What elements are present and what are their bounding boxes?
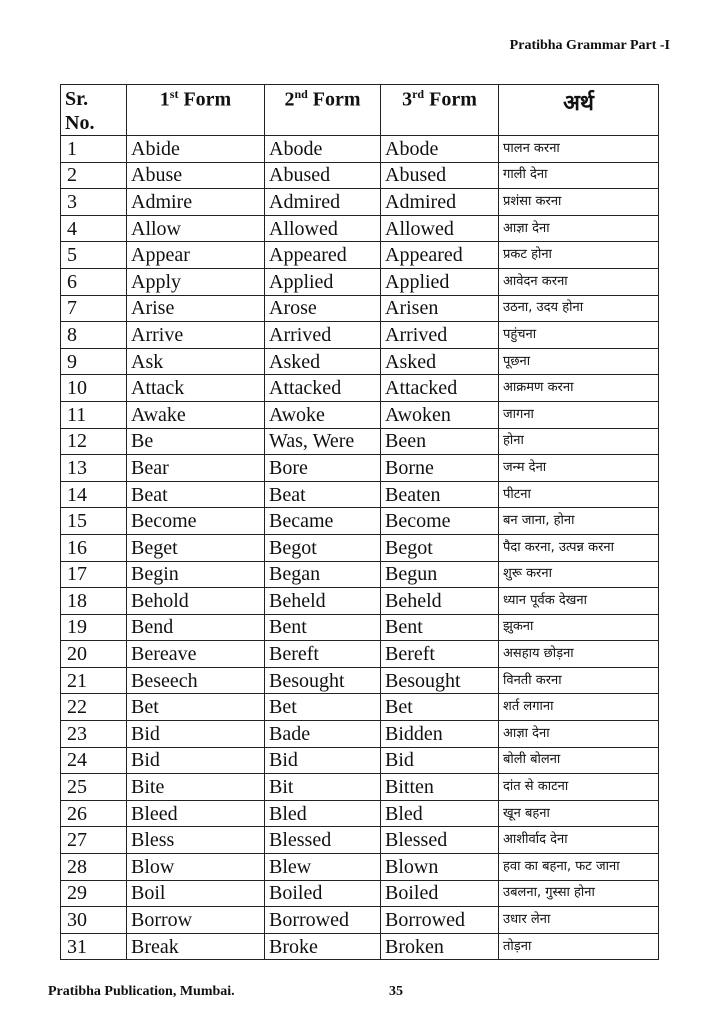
third-form-cell: Broken bbox=[381, 933, 499, 960]
table-row bbox=[61, 348, 659, 375]
table-row bbox=[61, 694, 659, 721]
meaning-cell: पीटना bbox=[499, 481, 659, 508]
meaning-cell: तोड़ना bbox=[499, 933, 659, 960]
meaning-cell: ध्यान पूर्वक देखना bbox=[499, 588, 659, 615]
sr-no-cell: 28 bbox=[61, 854, 127, 881]
third-form-cell: Begot bbox=[381, 534, 499, 561]
table-row bbox=[61, 827, 659, 854]
page-number: 35 bbox=[389, 984, 403, 999]
third-form-cell: Awoken bbox=[381, 401, 499, 428]
third-form-cell: Bidden bbox=[381, 721, 499, 748]
third-form-cell: Besought bbox=[381, 667, 499, 694]
meaning-cell: गाली देना bbox=[499, 162, 659, 189]
book-title-header: Pratibha Grammar Part -I bbox=[509, 38, 670, 53]
sr-no-cell: 30 bbox=[61, 907, 127, 934]
sr-no-cell: 14 bbox=[61, 481, 127, 508]
sr-no-cell: 11 bbox=[61, 401, 127, 428]
sr-no-cell: 6 bbox=[61, 268, 127, 295]
second-form-cell: Asked bbox=[265, 348, 381, 375]
sr-no-header bbox=[61, 85, 127, 136]
sr-no-cell: 18 bbox=[61, 588, 127, 615]
sr-no-cell: 8 bbox=[61, 322, 127, 349]
second-form-cell: Besought bbox=[265, 667, 381, 694]
table-row bbox=[61, 215, 659, 242]
second-form-cell: Broke bbox=[265, 933, 381, 960]
table-row bbox=[61, 774, 659, 801]
second-form-cell: Beat bbox=[265, 481, 381, 508]
meaning-cell: हवा का बहना, फट जाना bbox=[499, 854, 659, 881]
third-form-cell: Admired bbox=[381, 189, 499, 216]
meaning-cell: आज्ञा देना bbox=[499, 721, 659, 748]
sr-no-cell: 29 bbox=[61, 880, 127, 907]
sr-no-cell: 4 bbox=[61, 215, 127, 242]
first-form-label: Form bbox=[183, 88, 232, 111]
sr-no-cell: 27 bbox=[61, 827, 127, 854]
third-form-cell: Bet bbox=[381, 694, 499, 721]
sr-no-cell: 15 bbox=[61, 508, 127, 535]
meaning-cell: आवेदन करना bbox=[499, 268, 659, 295]
third-form-label: Form bbox=[429, 88, 477, 111]
second-form-cell: Awoke bbox=[265, 401, 381, 428]
third-form-cell: Begun bbox=[381, 561, 499, 588]
third-form-cell: Beaten bbox=[381, 481, 499, 508]
meaning-cell: आज्ञा देना bbox=[499, 215, 659, 242]
third-form-sup: rd bbox=[412, 87, 425, 101]
second-form-cell: Boiled bbox=[265, 880, 381, 907]
meaning-cell: झुकना bbox=[499, 614, 659, 641]
second-form-cell: Admired bbox=[265, 189, 381, 216]
third-form-cell: Arrived bbox=[381, 322, 499, 349]
second-form-cell: Applied bbox=[265, 268, 381, 295]
second-form-cell: Borrowed bbox=[265, 907, 381, 934]
table-row bbox=[61, 242, 659, 269]
meaning-cell: दांत से काटना bbox=[499, 774, 659, 801]
first-form-cell: Abide bbox=[127, 136, 265, 163]
meaning-cell: उधार लेना bbox=[499, 907, 659, 934]
sr-header-line2: No. bbox=[65, 112, 95, 134]
table-row bbox=[61, 588, 659, 615]
sr-no-cell: 12 bbox=[61, 428, 127, 455]
first-form-num: 1 bbox=[159, 88, 170, 111]
sr-no-cell: 26 bbox=[61, 800, 127, 827]
second-form-cell: Blessed bbox=[265, 827, 381, 854]
table-row bbox=[61, 907, 659, 934]
table-row bbox=[61, 747, 659, 774]
third-form-cell: Applied bbox=[381, 268, 499, 295]
third-form-cell: Bitten bbox=[381, 774, 499, 801]
first-form-cell: Bereave bbox=[127, 641, 265, 668]
meaning-cell: बोली बोलना bbox=[499, 747, 659, 774]
sr-no-cell: 3 bbox=[61, 189, 127, 216]
table-row bbox=[61, 375, 659, 402]
third-form-cell: Attacked bbox=[381, 375, 499, 402]
meaning-cell: खून बहना bbox=[499, 800, 659, 827]
second-form-header bbox=[265, 85, 381, 136]
first-form-cell: Arrive bbox=[127, 322, 265, 349]
table-row bbox=[61, 401, 659, 428]
third-form-cell: Blessed bbox=[381, 827, 499, 854]
table-row bbox=[61, 322, 659, 349]
second-form-cell: Abode bbox=[265, 136, 381, 163]
meaning-cell: पहुंचना bbox=[499, 322, 659, 349]
second-form-cell: Begot bbox=[265, 534, 381, 561]
first-form-cell: Ask bbox=[127, 348, 265, 375]
second-form-cell: Bit bbox=[265, 774, 381, 801]
sr-no-cell: 25 bbox=[61, 774, 127, 801]
third-form-cell: Asked bbox=[381, 348, 499, 375]
meaning-cell: प्रकट होना bbox=[499, 242, 659, 269]
publisher-footer: Pratibha Publication, Mumbai. bbox=[48, 984, 235, 999]
second-form-label: Form bbox=[312, 88, 361, 111]
meaning-header: अर्थ bbox=[499, 85, 659, 136]
table-row bbox=[61, 189, 659, 216]
meaning-cell: होना bbox=[499, 428, 659, 455]
second-form-cell: Bore bbox=[265, 455, 381, 482]
first-form-cell: Beseech bbox=[127, 667, 265, 694]
third-form-cell: Become bbox=[381, 508, 499, 535]
meaning-cell: विनती करना bbox=[499, 667, 659, 694]
second-form-cell: Bent bbox=[265, 614, 381, 641]
sr-no-cell: 31 bbox=[61, 933, 127, 960]
second-form-cell: Appeared bbox=[265, 242, 381, 269]
first-form-cell: Bend bbox=[127, 614, 265, 641]
first-form-cell: Beat bbox=[127, 481, 265, 508]
sr-no-cell: 23 bbox=[61, 721, 127, 748]
second-form-cell: Was, Were bbox=[265, 428, 381, 455]
first-form-cell: Beget bbox=[127, 534, 265, 561]
sr-no-cell: 20 bbox=[61, 641, 127, 668]
first-form-cell: Bid bbox=[127, 721, 265, 748]
meaning-cell: प्रशंसा करना bbox=[499, 189, 659, 216]
first-form-cell: Appear bbox=[127, 242, 265, 269]
third-form-cell: Borne bbox=[381, 455, 499, 482]
second-form-cell: Bereft bbox=[265, 641, 381, 668]
table-row bbox=[61, 136, 659, 163]
first-form-cell: Be bbox=[127, 428, 265, 455]
second-form-num: 2 bbox=[284, 88, 295, 111]
third-form-header bbox=[381, 85, 499, 136]
meaning-cell: आक्रमण करना bbox=[499, 375, 659, 402]
first-form-cell: Begin bbox=[127, 561, 265, 588]
sr-no-cell: 22 bbox=[61, 694, 127, 721]
meaning-cell: उठना, उदय होना bbox=[499, 295, 659, 322]
second-form-cell: Bade bbox=[265, 721, 381, 748]
first-form-cell: Arise bbox=[127, 295, 265, 322]
third-form-cell: Bent bbox=[381, 614, 499, 641]
sr-no-cell: 17 bbox=[61, 561, 127, 588]
first-form-cell: Borrow bbox=[127, 907, 265, 934]
meaning-cell: शुरू करना bbox=[499, 561, 659, 588]
table-row bbox=[61, 614, 659, 641]
table-row bbox=[61, 428, 659, 455]
sr-no-cell: 5 bbox=[61, 242, 127, 269]
second-form-cell: Blew bbox=[265, 854, 381, 881]
sr-no-cell: 10 bbox=[61, 375, 127, 402]
table-row bbox=[61, 800, 659, 827]
table-row bbox=[61, 880, 659, 907]
first-form-cell: Boil bbox=[127, 880, 265, 907]
table-row bbox=[61, 455, 659, 482]
sr-header-line1: Sr. bbox=[65, 88, 89, 110]
first-form-cell: Bleed bbox=[127, 800, 265, 827]
third-form-num: 3 bbox=[402, 88, 413, 111]
second-form-cell: Beheld bbox=[265, 588, 381, 615]
meaning-cell: पालन करना bbox=[499, 136, 659, 163]
meaning-cell: पूछना bbox=[499, 348, 659, 375]
verb-forms-table bbox=[60, 84, 659, 960]
meaning-cell: असहाय छोड़ना bbox=[499, 641, 659, 668]
first-form-cell: Allow bbox=[127, 215, 265, 242]
first-form-cell: Attack bbox=[127, 375, 265, 402]
sr-no-cell: 9 bbox=[61, 348, 127, 375]
third-form-cell: Beheld bbox=[381, 588, 499, 615]
first-form-cell: Bid bbox=[127, 747, 265, 774]
second-form-cell: Bet bbox=[265, 694, 381, 721]
verb-table-body bbox=[61, 136, 659, 960]
table-row bbox=[61, 667, 659, 694]
meaning-cell: उबलना, गुस्सा होना bbox=[499, 880, 659, 907]
first-form-cell: Bite bbox=[127, 774, 265, 801]
first-form-sup: st bbox=[169, 87, 179, 101]
first-form-cell: Blow bbox=[127, 854, 265, 881]
third-form-cell: Boiled bbox=[381, 880, 499, 907]
meaning-cell: जागना bbox=[499, 401, 659, 428]
meaning-cell: जन्म देना bbox=[499, 455, 659, 482]
second-form-cell: Arose bbox=[265, 295, 381, 322]
sr-no-cell: 19 bbox=[61, 614, 127, 641]
second-form-cell: Began bbox=[265, 561, 381, 588]
second-form-cell: Bled bbox=[265, 800, 381, 827]
meaning-cell: पैदा करना, उत्पन्न करना bbox=[499, 534, 659, 561]
first-form-cell: Admire bbox=[127, 189, 265, 216]
sr-no-cell: 24 bbox=[61, 747, 127, 774]
first-form-cell: Become bbox=[127, 508, 265, 535]
table-row bbox=[61, 561, 659, 588]
meaning-cell: बन जाना, होना bbox=[499, 508, 659, 535]
sr-no-cell: 2 bbox=[61, 162, 127, 189]
meaning-cell: शर्त लगाना bbox=[499, 694, 659, 721]
sr-no-cell: 1 bbox=[61, 136, 127, 163]
first-form-cell: Bless bbox=[127, 827, 265, 854]
first-form-cell: Break bbox=[127, 933, 265, 960]
table-row bbox=[61, 162, 659, 189]
table-row bbox=[61, 933, 659, 960]
third-form-cell: Bereft bbox=[381, 641, 499, 668]
table-row bbox=[61, 534, 659, 561]
third-form-cell: Been bbox=[381, 428, 499, 455]
second-form-cell: Allowed bbox=[265, 215, 381, 242]
first-form-cell: Bet bbox=[127, 694, 265, 721]
sr-no-cell: 7 bbox=[61, 295, 127, 322]
first-form-header bbox=[127, 85, 265, 136]
third-form-cell: Borrowed bbox=[381, 907, 499, 934]
third-form-cell: Blown bbox=[381, 854, 499, 881]
first-form-cell: Awake bbox=[127, 401, 265, 428]
table-row bbox=[61, 721, 659, 748]
second-form-cell: Bid bbox=[265, 747, 381, 774]
first-form-cell: Bear bbox=[127, 455, 265, 482]
third-form-cell: Abode bbox=[381, 136, 499, 163]
table-row bbox=[61, 508, 659, 535]
third-form-cell: Bled bbox=[381, 800, 499, 827]
first-form-cell: Behold bbox=[127, 588, 265, 615]
third-form-cell: Allowed bbox=[381, 215, 499, 242]
table-row bbox=[61, 295, 659, 322]
third-form-cell: Appeared bbox=[381, 242, 499, 269]
second-form-cell: Arrived bbox=[265, 322, 381, 349]
sr-no-cell: 16 bbox=[61, 534, 127, 561]
table-row bbox=[61, 854, 659, 881]
first-form-cell: Abuse bbox=[127, 162, 265, 189]
sr-no-cell: 21 bbox=[61, 667, 127, 694]
first-form-cell: Apply bbox=[127, 268, 265, 295]
table-row bbox=[61, 268, 659, 295]
table-row bbox=[61, 481, 659, 508]
table-row bbox=[61, 641, 659, 668]
second-form-cell: Abused bbox=[265, 162, 381, 189]
third-form-cell: Arisen bbox=[381, 295, 499, 322]
meaning-cell: आशीर्वाद देना bbox=[499, 827, 659, 854]
sr-no-cell: 13 bbox=[61, 455, 127, 482]
second-form-cell: Attacked bbox=[265, 375, 381, 402]
third-form-cell: Bid bbox=[381, 747, 499, 774]
table-header-row bbox=[61, 85, 659, 136]
third-form-cell: Abused bbox=[381, 162, 499, 189]
second-form-cell: Became bbox=[265, 508, 381, 535]
second-form-sup: nd bbox=[294, 87, 308, 101]
